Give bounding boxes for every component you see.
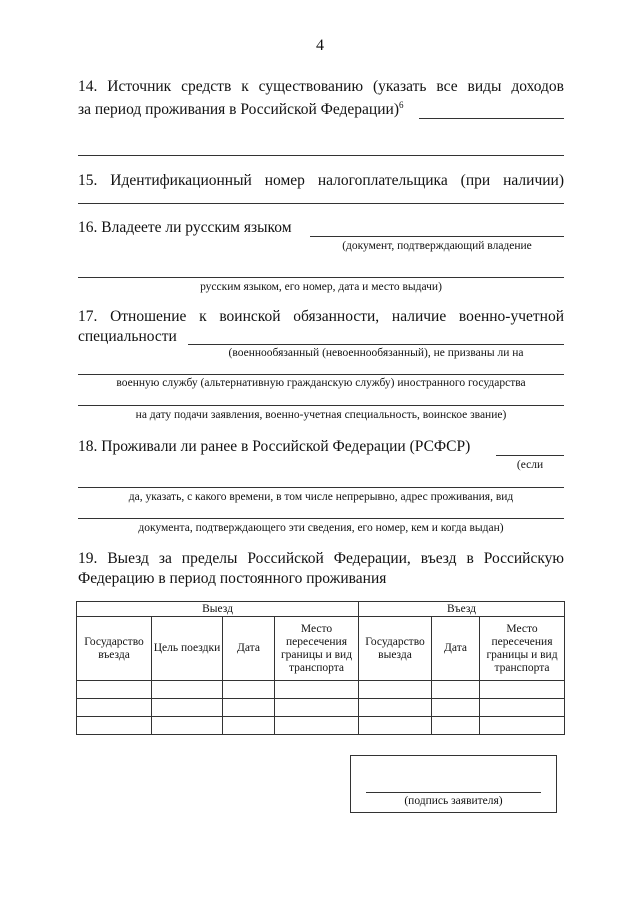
table-cell[interactable] <box>480 699 565 717</box>
item17-answer-line2[interactable] <box>78 374 564 375</box>
item17-answer-field[interactable] <box>188 344 564 345</box>
item16-text: 16. Владеете ли русским языком <box>78 219 292 236</box>
table-cell[interactable] <box>432 699 480 717</box>
table-row <box>77 717 565 735</box>
page-number: 4 <box>316 37 324 54</box>
col-header-entry-crossing: Место пересечения границы и вид транспорта <box>480 617 565 681</box>
item14-line1: 14. Источник средств к существованию (указать все виды доходов <box>78 78 564 95</box>
item15-text: 15. Идентификационный номер налогоплательщика (при наличии) <box>78 172 564 189</box>
item17-hint1: (военнообязанный (невоеннообязанный), не призваны ли на <box>228 347 524 359</box>
group-header-exit: Выезд <box>77 602 359 617</box>
item14-answer-field[interactable] <box>419 118 564 119</box>
table-cell[interactable] <box>359 681 432 699</box>
col-header-departure-state: Государство выезда <box>359 617 432 681</box>
table-cell[interactable] <box>359 717 432 735</box>
travel-table <box>76 601 565 735</box>
table-cell[interactable] <box>77 717 152 735</box>
item17-line1: 17. Отношение к воинской обязанности, наличие военно-учетной <box>78 308 564 325</box>
table-cell[interactable] <box>223 717 275 735</box>
item16-hint1: (документ, подтверждающий владение <box>342 240 532 252</box>
item16-hint2: русским языком, его номер, дата и место выдачи) <box>200 281 442 293</box>
table-row <box>77 699 565 717</box>
col-header-trip-purpose: Цель поездки <box>152 617 223 681</box>
table-cell[interactable] <box>432 681 480 699</box>
col-header-exit-crossing: Место пересечения границы и вид транспорта <box>275 617 359 681</box>
item14-line2-wrap <box>78 100 403 119</box>
item16-answer-line2[interactable] <box>78 277 564 278</box>
table-cell[interactable] <box>480 717 565 735</box>
table-cell[interactable] <box>359 699 432 717</box>
signature-field[interactable] <box>366 792 541 793</box>
col-header-destination-state: Государство въезда <box>77 617 152 681</box>
item18-answer-field[interactable] <box>496 455 564 456</box>
table-cell[interactable] <box>275 681 359 699</box>
item18-hint1: (если <box>516 459 544 471</box>
item17-line2: специальности <box>78 328 177 345</box>
table-cell[interactable] <box>152 699 223 717</box>
signature-box <box>350 755 557 813</box>
item15-answer-field[interactable] <box>78 203 564 204</box>
table-cell[interactable] <box>275 717 359 735</box>
item17-answer-line3[interactable] <box>78 405 564 406</box>
table-cell[interactable] <box>223 699 275 717</box>
table-cell[interactable] <box>275 699 359 717</box>
table-cell[interactable] <box>432 717 480 735</box>
item14-line2: за период проживания в Российской Федерации) <box>78 101 399 119</box>
item18-answer-line2[interactable] <box>78 487 564 488</box>
col-header-entry-date: Дата <box>432 617 480 681</box>
item16-answer-field[interactable] <box>310 236 564 237</box>
footnote-marker: 6 <box>398 100 404 110</box>
table-cell[interactable] <box>152 681 223 699</box>
col-header-exit-date: Дата <box>223 617 275 681</box>
item18-answer-line3[interactable] <box>78 518 564 519</box>
item19-line1: 19. Выезд за пределы Российской Федерации, въезд в Российскую <box>78 550 564 567</box>
item18-hint3: документа, подтверждающего эти сведения, его номер, кем и когда выдан) <box>138 522 504 534</box>
table-cell[interactable] <box>77 699 152 717</box>
item18-text: 18. Проживали ли ранее в Российской Федерации (РСФСР) <box>78 438 471 455</box>
table-cell[interactable] <box>77 681 152 699</box>
table-cell[interactable] <box>152 717 223 735</box>
item14-answer-line2[interactable] <box>78 155 564 156</box>
item17-hint2: военную службу (альтернативную гражданскую службу) иностранного государства <box>116 377 526 389</box>
table-cell[interactable] <box>223 681 275 699</box>
table-cell[interactable] <box>480 681 565 699</box>
item17-hint3: на дату подачи заявления, военно-учетная специальность, воинское звание) <box>135 409 507 421</box>
item19-line2: Федерацию в период постоянного проживания <box>78 570 387 587</box>
table-row <box>77 681 565 699</box>
group-header-entry: Въезд <box>359 602 565 617</box>
signature-label: (подпись заявителя) <box>404 795 503 807</box>
item18-hint2: да, указать, с какого времени, в том числе непрерывно, адрес проживания, вид <box>128 491 514 503</box>
